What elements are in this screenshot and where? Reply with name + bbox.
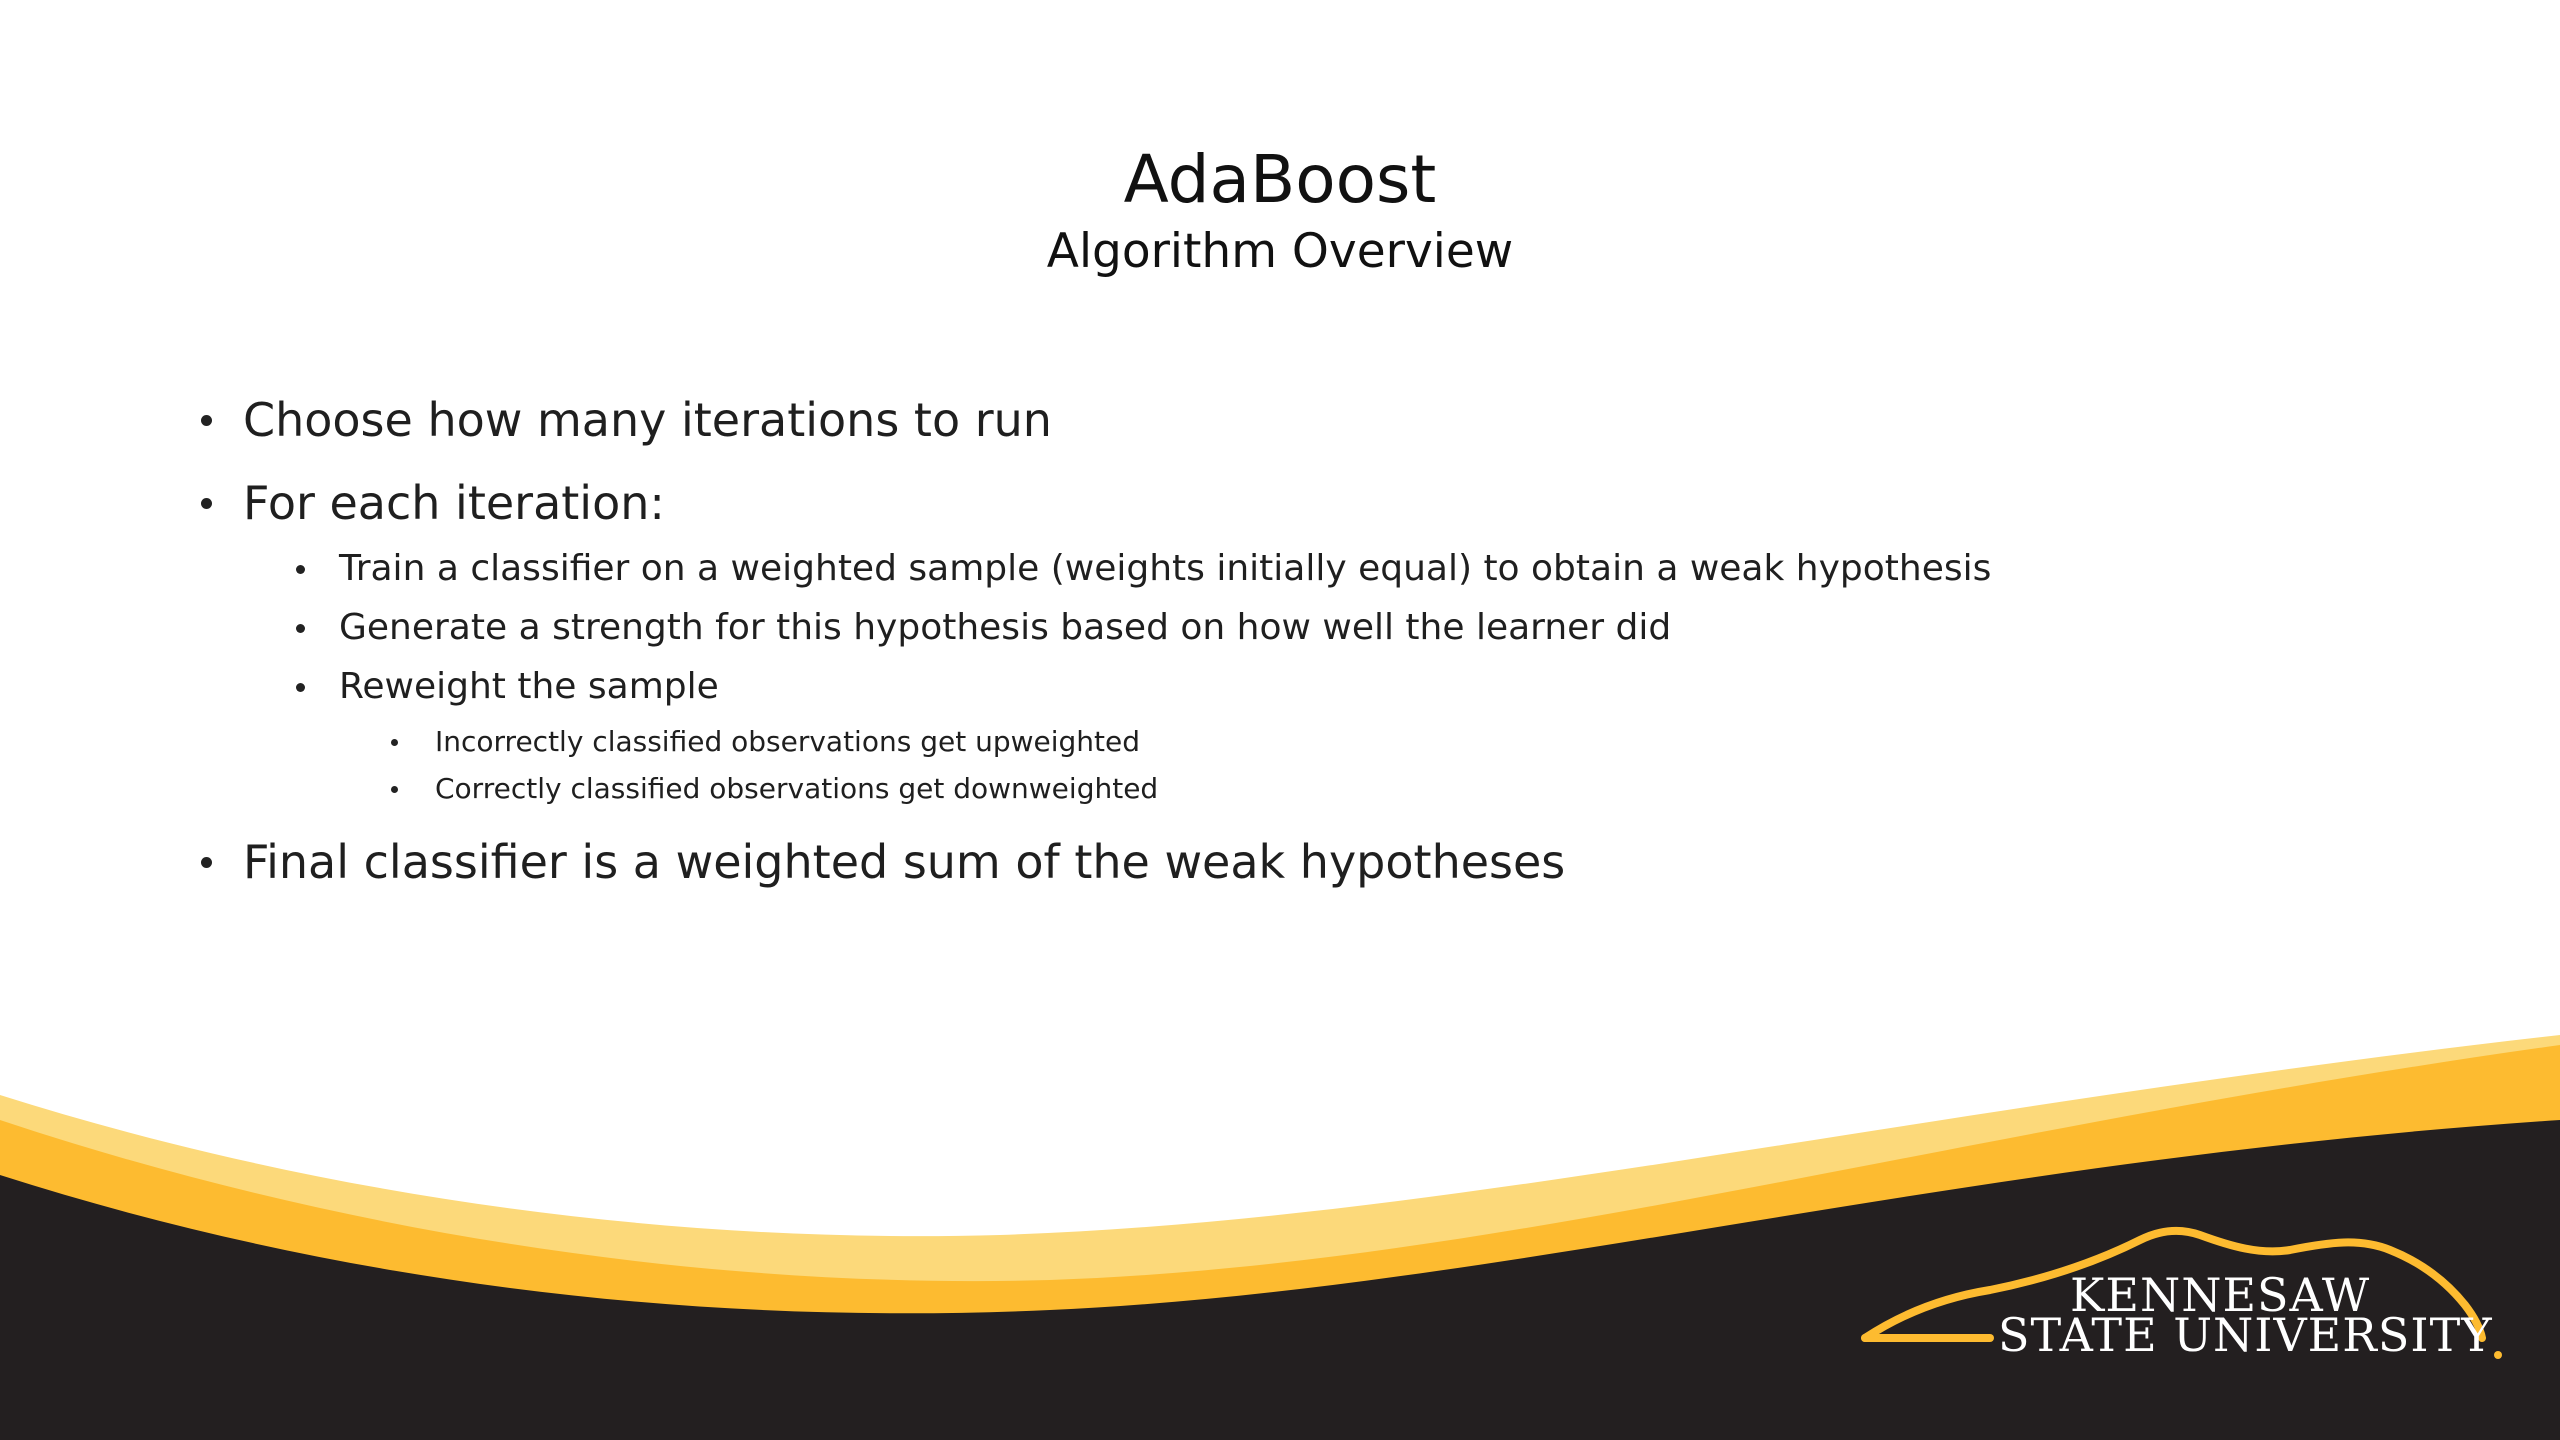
logo-line2: STATE UNIVERSITY xyxy=(1998,1308,2493,1362)
bullet-dot-icon xyxy=(201,415,212,426)
bullet-dot-icon xyxy=(391,786,398,793)
bullet-item xyxy=(243,390,1052,450)
bullet-text: Choose how many iterations to run xyxy=(243,393,1052,447)
title-block xyxy=(0,140,2560,284)
sub-bullet-item xyxy=(339,663,719,711)
bullet-text: Incorrectly classified observations get upweighted xyxy=(435,725,1141,758)
bullet-text: Train a classifier on a weighted sample (weights initially equal) to obtain a weak hypothesis xyxy=(339,548,1992,589)
slide-title: AdaBoost xyxy=(1123,141,1437,218)
bullet-dot-icon xyxy=(296,624,305,633)
sub-sub-bullet-item xyxy=(435,723,1140,761)
sub-bullet-item xyxy=(339,545,1991,593)
sub-sub-bullet-item xyxy=(435,770,1158,808)
bullet-text: For each iteration: xyxy=(243,476,665,530)
sub-bullet-item xyxy=(339,604,1671,652)
slide-subtitle: Algorithm Overview xyxy=(1046,224,1514,279)
bullet-dot-icon xyxy=(391,739,398,746)
bullet-text: Final classifier is a weighted sum of the weak hypotheses xyxy=(243,835,1566,889)
bullet-dot-icon xyxy=(201,498,212,509)
bullet-text: Reweight the sample xyxy=(339,666,719,707)
bullet-dot-icon xyxy=(296,565,305,574)
bullet-dot-icon xyxy=(201,857,212,868)
bullet-text: Generate a strength for this hypothesis based on how well the learner did xyxy=(339,607,1672,648)
bullet-item xyxy=(243,832,1565,892)
bullet-text: Correctly classified observations get downweighted xyxy=(435,772,1159,805)
bullet-item xyxy=(243,473,665,533)
ksu-logo xyxy=(1860,1210,2510,1380)
bullet-dot-icon xyxy=(296,683,305,692)
logo-line1: KENNESAW xyxy=(2070,1268,2371,1322)
